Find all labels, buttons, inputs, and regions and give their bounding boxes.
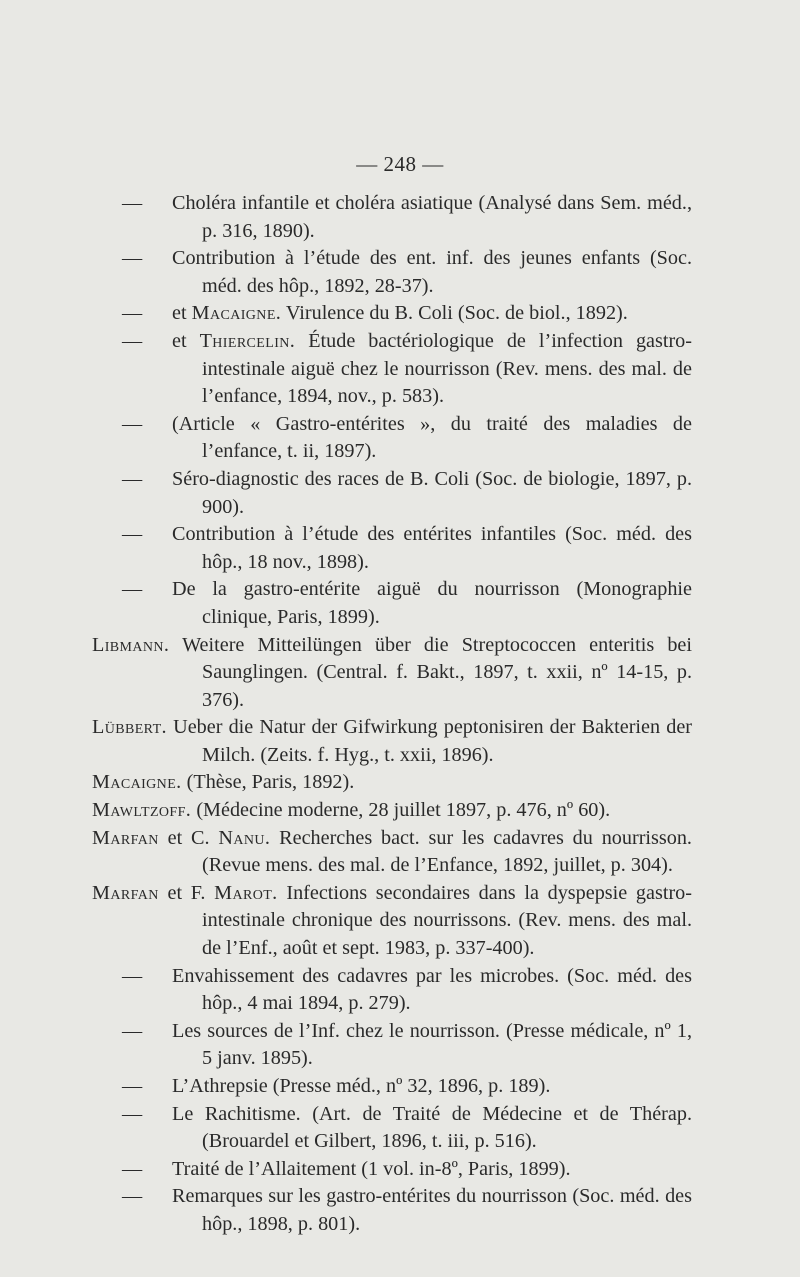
entry-text: (Article « Gastro-entérites », du traité des maladies de l’enfance, t. ii, 1897). — [172, 412, 692, 463]
entry-coauthor-prefix: et C. — [158, 826, 219, 849]
entry-dash: — — [122, 247, 143, 270]
entry-text: Les sources de l’Inf. chez le nourrisson. (Presse médicale, nº 1, 5 janv. 1895). — [172, 1019, 692, 1070]
bibliography-entry — [92, 797, 692, 825]
entry-text: Envahissement des cadavres par les microbes. (Soc. méd. des hôp., 4 mai 1894, p. 279). — [172, 964, 692, 1015]
entry-coauthor-prefix: et F. — [158, 881, 215, 904]
bibliography-entry — [92, 825, 692, 880]
entry-dash: — — [122, 412, 143, 435]
bibliography-entry — [92, 576, 692, 631]
author-name: Macaigne. — [191, 302, 282, 325]
bibliography-list — [92, 190, 692, 1239]
entry-dash: — — [122, 467, 143, 490]
entry-dash: — — [122, 964, 143, 987]
entry-text: Étude bactériologique de l’infection gastro-intestinale aiguë chez le nourrisson (Rev. mens. des mal. de l’enfance, 1894, nov., p. 583). — [202, 329, 692, 408]
entry-text: Séro-diagnostic des races de B. Coli (Soc. de biologie, 1897, p. 900). — [172, 467, 692, 518]
author-name: Macaigne. — [92, 771, 182, 794]
entry-text: Remarques sur les gastro-entérites du nourrisson (Soc. méd. des hôp., 1898, p. 801). — [172, 1185, 692, 1235]
bibliography-entry — [92, 328, 692, 411]
entry-text: Ueber die Natur der Gifwirkung peptonisiren der Bakterien der Milch. (Zeits. f. Hyg., t. xxii, 1896). — [166, 716, 692, 766]
bibliography-entry — [92, 1183, 692, 1238]
entry-text: Le Rachitisme. (Art. de Traité de Médecine et de Thérap. (Brouardel et Gilbert, 1896, t. iii, p. 516). — [172, 1102, 692, 1153]
bibliography-entry — [92, 1101, 692, 1156]
bibliography-entry — [92, 411, 692, 466]
entry-text: Contribution à l’étude des entérites infantiles (Soc. méd. des hôp., 18 nov., 1898). — [172, 523, 692, 573]
entry-text: Virulence du B. Coli (Soc. de biol., 1892). — [281, 302, 628, 325]
entry-dash: — — [122, 1157, 143, 1180]
entry-dash: — — [122, 192, 143, 214]
author-name: Thiercelin. — [199, 329, 296, 352]
entry-text: L’Athrepsie (Presse méd., nº 32, 1896, p. 189). — [172, 1075, 551, 1097]
bibliography-entry — [92, 714, 692, 769]
bibliography-entry — [92, 880, 692, 963]
page-number: — 248 — — [356, 152, 444, 176]
entry-text: (Médecine moderne, 28 juillet 1897, p. 476, nº 60). — [191, 799, 611, 822]
bibliography-entry — [92, 300, 692, 328]
entry-dash: — — [122, 1019, 143, 1042]
entry-dash: — — [122, 1075, 143, 1097]
bibliography-entry — [92, 1018, 692, 1073]
bibliography-entry — [92, 632, 692, 715]
bibliography-entry — [92, 466, 692, 521]
entry-text: (Thèse, Paris, 1892). — [181, 771, 355, 794]
entry-dash: — — [122, 1185, 143, 1208]
bibliography-entry — [92, 245, 692, 300]
bibliography-entry — [92, 1073, 692, 1101]
bibliography-entry — [92, 1156, 692, 1184]
author-name: Mawltzoff. — [92, 799, 192, 822]
entry-text: Contribution à l’étude des ent. inf. des jeunes enfants (Soc. méd. des hôp., 1892, 28-37). — [172, 247, 692, 297]
entry-dash: — — [122, 302, 143, 325]
entry-text: De la gastro-entérite aiguë du nourrisson (Monographie clinique, Paris, 1899). — [172, 578, 692, 628]
bibliography-entry — [92, 769, 692, 797]
coauthor-name: Nanu. — [218, 826, 271, 849]
entry-dash: — — [122, 578, 143, 601]
author-name: Marfan — [92, 881, 159, 904]
entry-text: Traité de l’Allaitement (1 vol. in-8º, Paris, 1899). — [172, 1157, 571, 1180]
entry-dash: — — [122, 329, 143, 352]
bibliography-entry — [92, 963, 692, 1018]
entry-text: Infections secondaires dans la dyspepsie gastro-intestinale chronique des nourrissons. (Rev. mens. des mal. de l’Enf., août et sept. 1983, p. 337-400). — [202, 881, 692, 960]
entry-prefix: et — [172, 302, 192, 325]
entry-text: Recherches bact. sur les cadavres du nourrisson. (Revue mens. des mal. de l’Enfance, 1892, juillet, p. 304). — [202, 826, 692, 877]
author-name: Libmann. — [92, 633, 170, 656]
author-name: Lübbert. — [92, 716, 167, 739]
entry-text: Weitere Mitteilüngen über die Streptococcen enteritis bei Saunglingen. (Central. f. Bakt., 1897, t. xxii, nº 14-15, p. 376). — [169, 633, 692, 711]
entry-dash: — — [122, 1102, 143, 1125]
bibliography-entry — [92, 521, 692, 576]
coauthor-name: Marot. — [214, 881, 278, 904]
entry-prefix: et — [172, 329, 200, 352]
entry-dash: — — [122, 523, 143, 546]
author-name: Marfan — [92, 826, 159, 849]
entry-text: Choléra infantile et choléra asiatique (Analysé dans Sem. méd., p. 316, 1890). — [172, 192, 692, 242]
bibliography-entry — [92, 190, 692, 245]
